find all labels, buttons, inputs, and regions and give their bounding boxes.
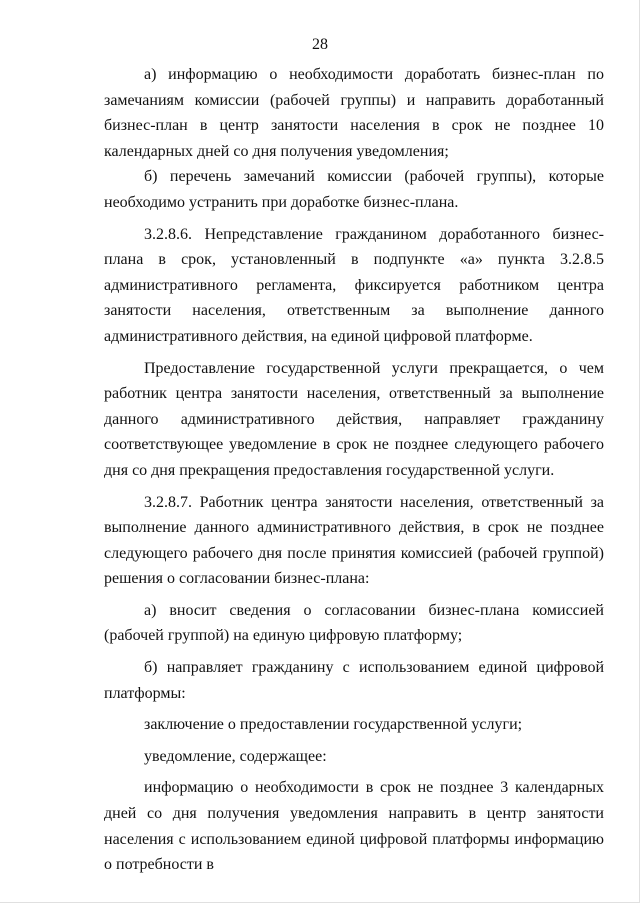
page-number: 28	[312, 36, 328, 53]
paragraph-item-a-info: а) информацию о необходимости доработать бизнес-план по замечаниям комиссии (рабочей группы) и направить доработанный бизнес-план в центр занятости населения в срок не позднее 10 календарных дней со дня получения уведомления;	[104, 66, 604, 160]
paragraph-notification: уведомление, содержащее:	[144, 747, 327, 765]
paragraph-service-termination: Предоставление государственной услуги прекращается, о чем работник центра занятости населения, ответственный за выполнение данного административного действия, направляет гражданину соответствующее уведомление в срок не позднее следующего рабочего дня со дня прекращения предоставления государственной услуги.	[104, 359, 604, 479]
paragraph-item-a-record: а) вносит сведения о согласовании бизнес-плана комиссией (рабочей группой) на единую цифровую платформу;	[104, 601, 604, 645]
document-body	[104, 62, 604, 878]
paragraph-item-b-send: б) направляет гражданину с использованием единой цифровой платформы:	[104, 659, 604, 702]
paragraph-3-2-8-6: 3.2.8.6. Непредставление гражданином доработанного бизнес-плана в срок, установленный в подпункте «а» пункта 3.2.8.5 административного регламента, фиксируется работником центра занятости населения, ответственным за выполнение данного административного действия, на единой цифровой платформе.	[104, 225, 604, 345]
paragraph-conclusion: заключение о предоставлении государственной услуги;	[144, 716, 523, 734]
paragraph-item-b-remarks: б) перечень замечаний комиссии (рабочей группы), которые необходимо устранить при доработке бизнес-плана.	[104, 168, 604, 211]
paragraph-information: информацию о необходимости в срок не позднее 3 календарных дней со дня получения уведомления направить в центр занятости населения с использованием единой цифровой платформы информацию о потребности в	[104, 779, 604, 874]
paragraph-3-2-8-7: 3.2.8.7. Работник центра занятости населения, ответственный за выполнение данного административного действия, в срок не позднее следующего рабочего дня после принятия комиссией (рабочей группой) решения о согласовании бизнес-плана:	[104, 493, 604, 588]
